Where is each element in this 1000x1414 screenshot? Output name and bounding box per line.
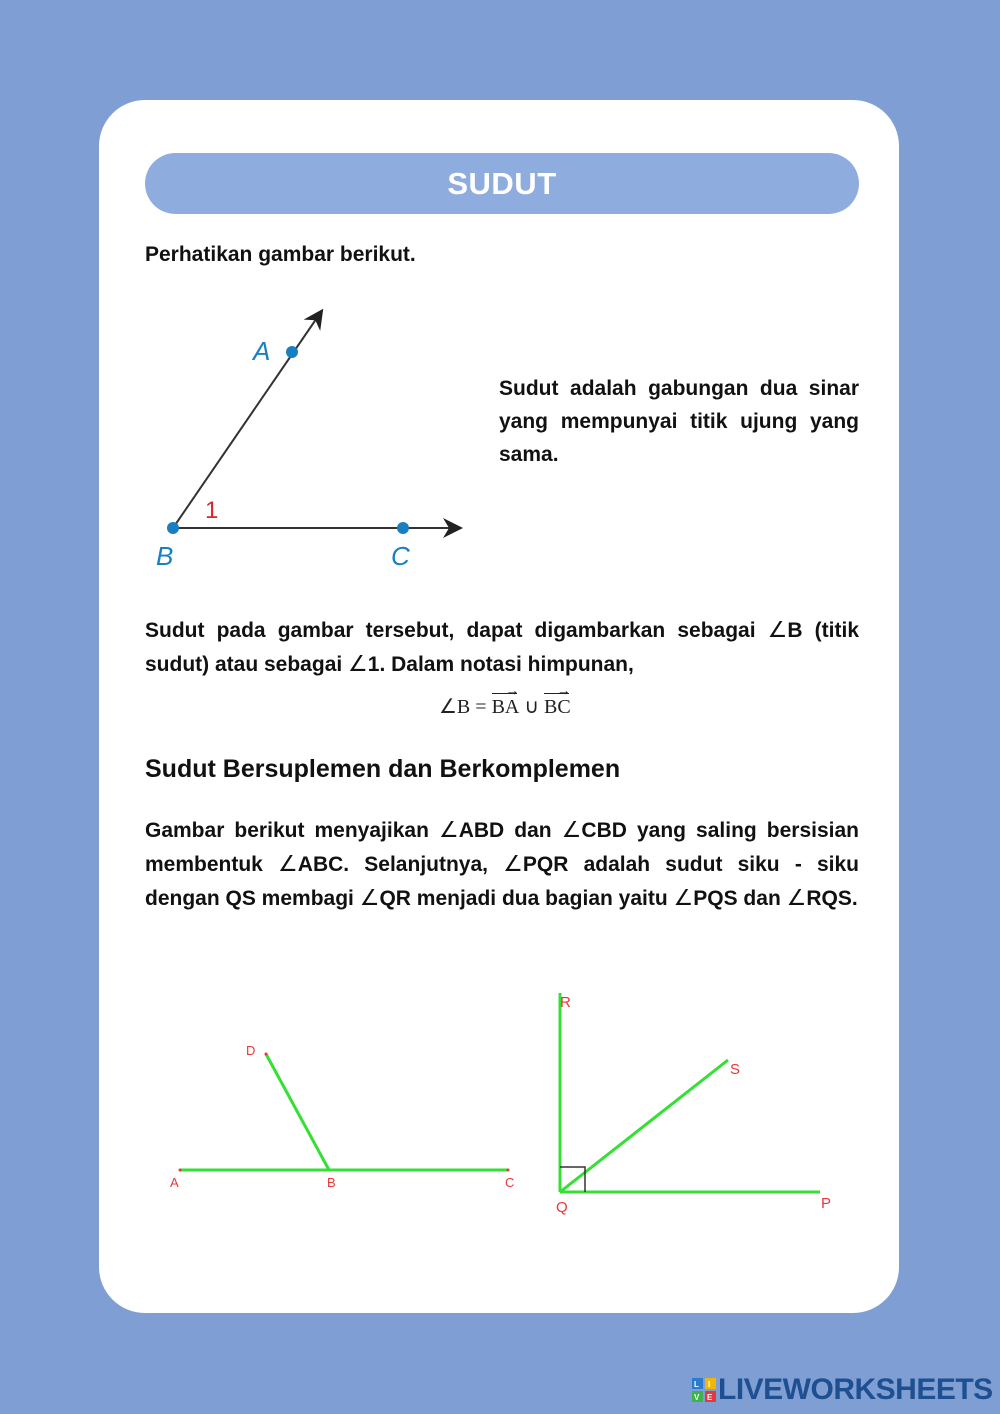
set-notation-formula [439, 684, 571, 719]
angle-symbol: ∠ [561, 817, 582, 842]
definition-text: Sudut adalah gabungan dua sinar yang mempunyai titik ujung yang sama. [499, 377, 859, 466]
ray-arrow-icon: → [505, 684, 520, 699]
ray-ba-notation: → BA [491, 684, 520, 718]
label-b: B [327, 1175, 336, 1190]
notation-text-1: Sudut pada gambar tersebut, dapat digambarkan sebagai [145, 619, 768, 642]
point-a [179, 1169, 182, 1172]
intro-text: Perhatikan gambar berikut. [145, 243, 416, 266]
point-a [286, 346, 298, 358]
worksheet-card [99, 100, 899, 1313]
section-heading: Sudut Bersuplemen dan Berkomplemen [145, 755, 621, 783]
paragraph-text: CBD yang saling bersisian membentuk [145, 819, 860, 876]
complementary-angle-figure [549, 985, 849, 1220]
ray-bar [544, 693, 569, 694]
paragraph-text: ABD dan [458, 819, 562, 842]
logo-mark-letter: L [694, 1380, 699, 1389]
ray-bc-notation: → BC [544, 684, 571, 718]
notation-text-2: B (titik sudut) atau sebagai [145, 619, 859, 676]
angle-symbol: ∠ [438, 817, 459, 842]
paragraph-text: PQS dan [693, 887, 787, 910]
notation-text-3: 1. Dalam notasi himpunan, [367, 653, 634, 676]
paragraph-text: PQR adalah sudut siku - siku dengan QS membagi [145, 853, 860, 910]
formula-left: ∠B = [439, 696, 492, 718]
label-d: D [246, 1043, 256, 1058]
paragraph-angles [145, 813, 859, 915]
label-angle-1: 1 [205, 497, 219, 524]
label-c: C [505, 1175, 515, 1190]
brand-logo [692, 1372, 993, 1408]
paragraph-text: QR menjadi dua bagian yaitu [379, 887, 674, 910]
logo-mark-letter: V [694, 1393, 700, 1402]
point-d [265, 1053, 268, 1056]
ray-ba [173, 312, 321, 528]
angle-symbol: ∠ [278, 851, 298, 876]
supplementary-angle-figure [164, 1040, 524, 1200]
point-c [397, 522, 409, 534]
label-r: R [560, 994, 571, 1011]
label-a: A [170, 1175, 179, 1190]
logo-mark-letter: I [708, 1380, 711, 1389]
paragraph-text: Gambar berikut menyajikan [145, 819, 439, 842]
ray-bar [492, 693, 518, 694]
ray-bd [266, 1054, 329, 1170]
notation-paragraph [145, 613, 859, 681]
union-symbol: ∪ [519, 696, 544, 718]
label-c: C [391, 541, 410, 571]
label-q: Q [556, 1199, 568, 1216]
angle-symbol: ∠ [786, 885, 807, 910]
angle-symbol: ∠ [767, 617, 788, 642]
angle-symbol: ∠ [673, 885, 694, 910]
title-banner: SUDUT [145, 153, 859, 214]
point-b [167, 522, 179, 534]
point-c [507, 1169, 510, 1172]
brand-name: LIVEWORKSHEETS [718, 1373, 993, 1406]
label-p: P [821, 1195, 832, 1212]
label-a: A [253, 336, 271, 366]
angle-figure [149, 300, 479, 580]
paragraph-text: ABC. Selanjutnya, [297, 853, 504, 876]
logo-mark-icon [692, 1378, 716, 1402]
label-s: S [730, 1061, 741, 1078]
angle-symbol: ∠ [348, 651, 368, 676]
angle-symbol: ∠ [503, 851, 523, 876]
paragraph-text: RQS. [806, 887, 858, 910]
logo-mark-letter: E [707, 1393, 713, 1402]
angle-symbol: ∠ [359, 885, 380, 910]
label-b: B [156, 541, 174, 571]
ray-arrow-icon: → [556, 684, 571, 699]
